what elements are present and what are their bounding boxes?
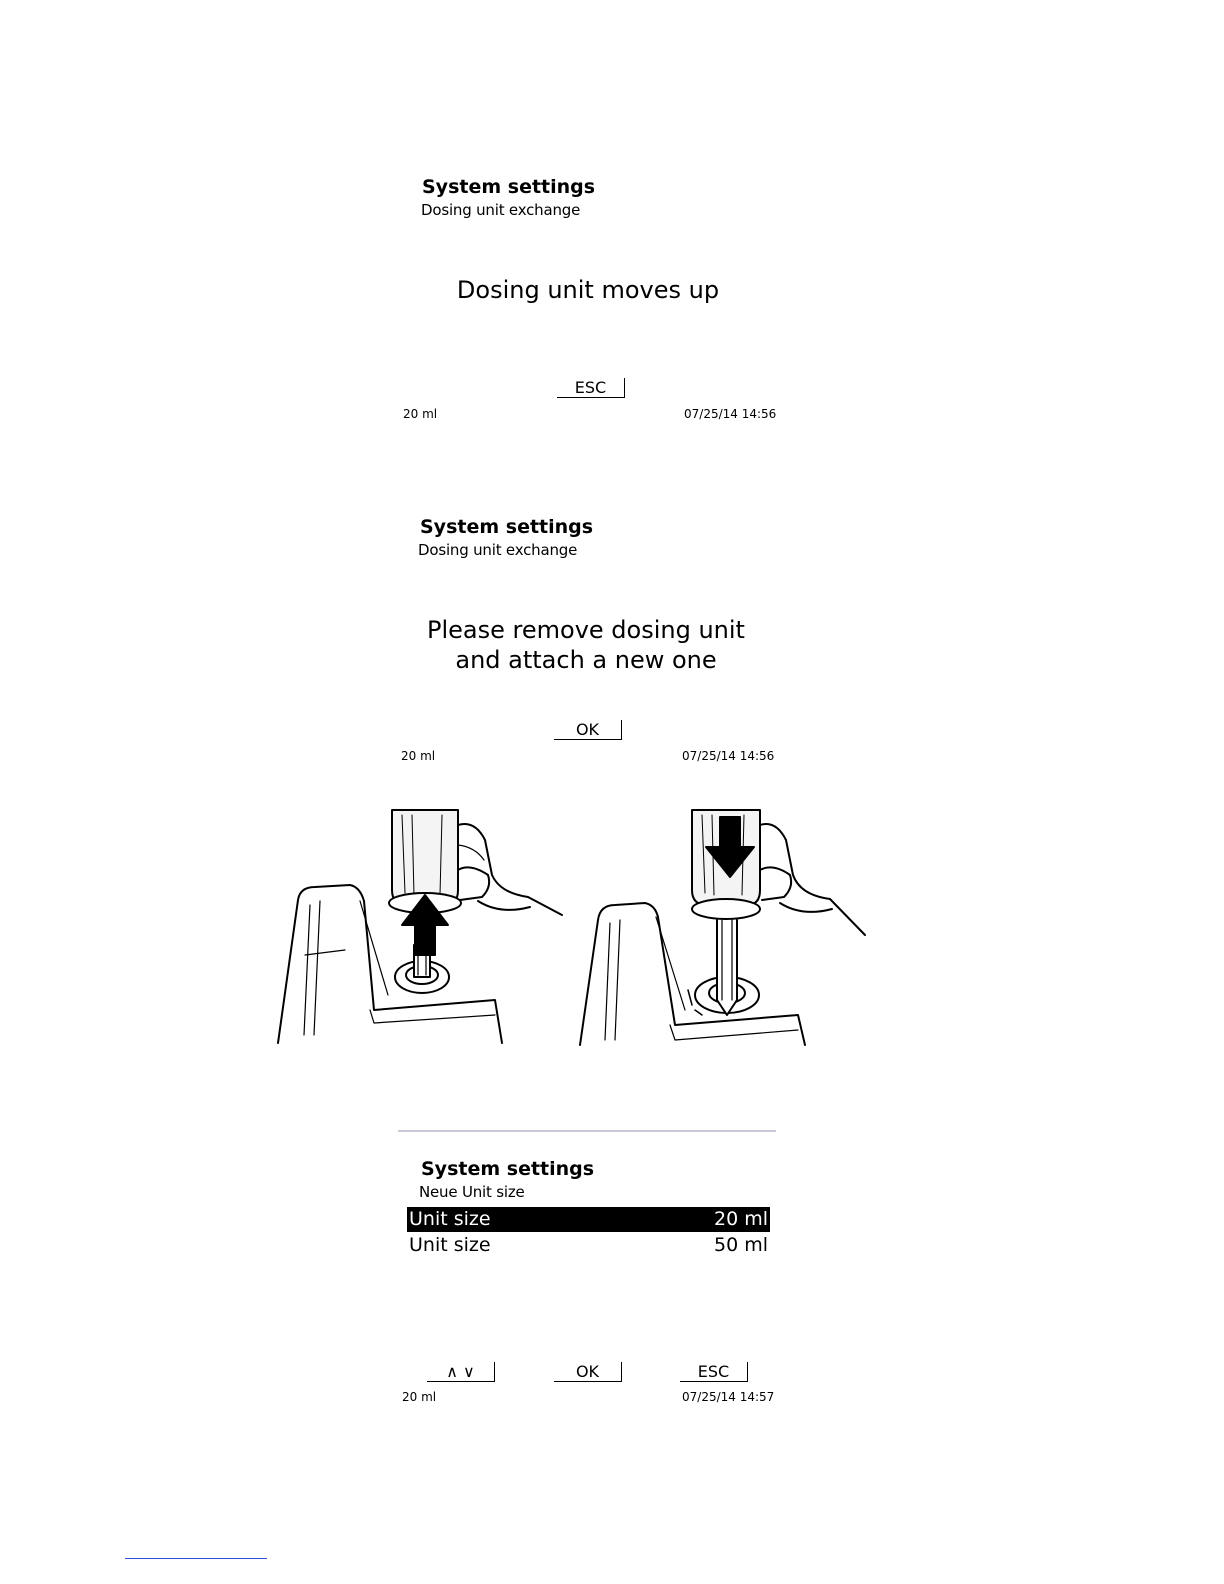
dosing-unit-exchange-illustration [270,805,870,1055]
status-unit-size: 20 ml [402,1390,437,1404]
option-label: Unit size [409,1208,491,1230]
ok-softkey[interactable]: OK [554,1362,622,1382]
screen-title: System settings [422,176,596,198]
ok-softkey[interactable]: OK [554,720,622,740]
message [398,615,774,675]
remove-dosing-unit-figure [278,810,562,1043]
screen-subtitle: Dosing unit exchange [418,541,578,559]
option-label: Unit size [409,1234,491,1256]
status-datetime: 07/25/14 14:56 [684,407,777,421]
message-line: and attach a new one [455,646,717,674]
footnote-separator [125,1558,267,1559]
screen-title: System settings [420,516,594,538]
message-line: Please remove dosing unit [427,616,745,644]
screen-subtitle: Dosing unit exchange [421,201,581,219]
option-value: 50 ml [713,1234,768,1256]
message [400,275,776,305]
unit-size-option-20ml[interactable] [407,1207,770,1232]
status-unit-size: 20 ml [401,749,436,763]
status-datetime: 07/25/14 14:56 [682,749,775,763]
screen-title: System settings [421,1158,595,1180]
esc-softkey[interactable]: ESC [557,378,625,398]
status-datetime: 07/25/14 14:57 [682,1390,775,1404]
message-line: Dosing unit moves up [456,276,720,304]
esc-softkey[interactable]: ESC [680,1362,748,1382]
attach-dosing-unit-figure [580,810,865,1045]
unit-size-option-50ml[interactable] [407,1233,770,1258]
up-down-softkey[interactable]: ∧ ∨ [427,1362,495,1382]
status-unit-size: 20 ml [403,407,438,421]
screen-subtitle: Neue Unit size [419,1183,525,1201]
separator-line [398,1130,776,1132]
option-value: 20 ml [713,1208,768,1230]
